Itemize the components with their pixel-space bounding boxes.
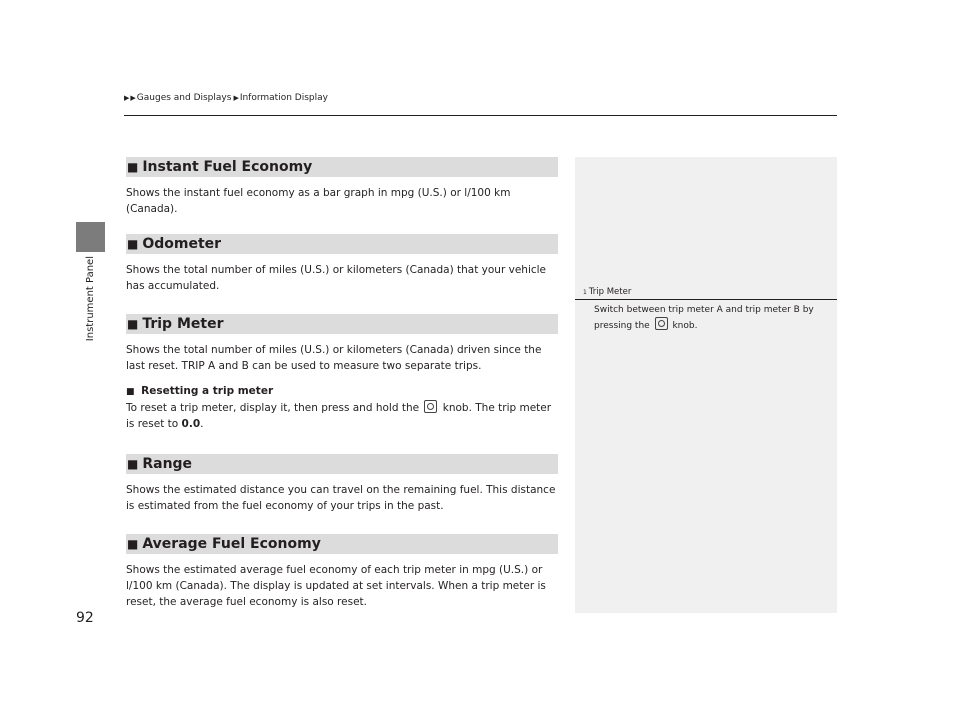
section-title: Odometer — [142, 236, 222, 252]
subsection-heading-resetting-trip-meter — [126, 384, 558, 399]
section-title: Trip Meter — [142, 316, 224, 332]
section-body-trip-meter: Shows the total number of miles (U.S.) or kilometers (Canada) driven since the last reset. TRIP A and B can be used to measure two separate trips. — [126, 344, 542, 372]
breadcrumb-arrow-icon: ▶ — [124, 94, 130, 102]
sidebar-note-text — [594, 304, 826, 333]
square-bullet-icon: ■ — [126, 387, 135, 397]
section-heading-odometer — [126, 234, 558, 254]
breadcrumb-arrow-icon: ▶ — [130, 94, 136, 102]
section-body-range: Shows the estimated distance you can travel on the remaining fuel. This distance is estimated from the fuel economy of your trips in the past. — [126, 484, 556, 512]
section-heading-range — [126, 454, 558, 474]
section-heading-average-fuel-economy — [126, 534, 558, 554]
section-body-average-fuel-economy: Shows the estimated average fuel economy of each trip meter in mpg (U.S.) or l/100 km (Canada). The display is updated at set intervals. When a trip meter is reset, the average fuel economy is also reset. — [126, 564, 546, 608]
square-bullet-icon: ■ — [127, 537, 139, 551]
reference-number: 1 — [583, 288, 587, 296]
section-heading-trip-meter — [126, 314, 558, 334]
reset-text-end: . — [200, 418, 204, 430]
subsection-title: Resetting a trip meter — [141, 385, 274, 397]
reset-text-part1: To reset a trip meter, display it, then press and hold the — [126, 402, 420, 414]
square-bullet-icon: ■ — [127, 457, 139, 471]
breadcrumb-link-gauges[interactable]: Gauges and Displays — [136, 93, 232, 103]
header-rule — [124, 115, 837, 116]
knob-icon — [424, 400, 437, 413]
section-title: Instant Fuel Economy — [142, 159, 313, 175]
reset-value: 0.0 — [181, 418, 201, 430]
chapter-tab-label — [76, 256, 105, 342]
sidebar-note-panel — [575, 157, 837, 613]
square-bullet-icon: ■ — [127, 160, 139, 174]
breadcrumb-arrow-icon: ▶ — [233, 94, 239, 102]
square-bullet-icon: ■ — [127, 237, 139, 251]
section-heading-instant-fuel-economy — [126, 157, 558, 177]
sidebar-note-heading — [575, 285, 837, 300]
chapter-tab-marker — [76, 222, 105, 252]
sidebar-note-text-part2: knob. — [672, 321, 698, 331]
main-content — [126, 157, 558, 610]
sidebar-note-title: Trip Meter — [588, 287, 632, 297]
reset-text-part2: knob. The trip meter is reset to — [126, 402, 552, 430]
sidebar-note-text-part1: Switch between trip meter A and trip meter B by pressing the — [594, 305, 814, 331]
chapter-tab-label-text: Instrument Panel — [85, 256, 96, 342]
section-title: Range — [142, 456, 193, 472]
square-bullet-icon: ■ — [127, 317, 139, 331]
breadcrumb-link-information-display[interactable]: Information Display — [239, 93, 328, 103]
subsection-body-resetting-trip-meter — [126, 400, 558, 432]
page-number: 92 — [76, 610, 94, 626]
breadcrumb — [124, 93, 328, 103]
section-body-instant-fuel-economy: Shows the instant fuel economy as a bar graph in mpg (U.S.) or l/100 km (Canada). — [126, 187, 511, 215]
section-body-odometer: Shows the total number of miles (U.S.) or kilometers (Canada) that your vehicle has accumulated. — [126, 264, 547, 292]
section-title: Average Fuel Economy — [142, 536, 321, 552]
knob-icon — [655, 317, 668, 330]
